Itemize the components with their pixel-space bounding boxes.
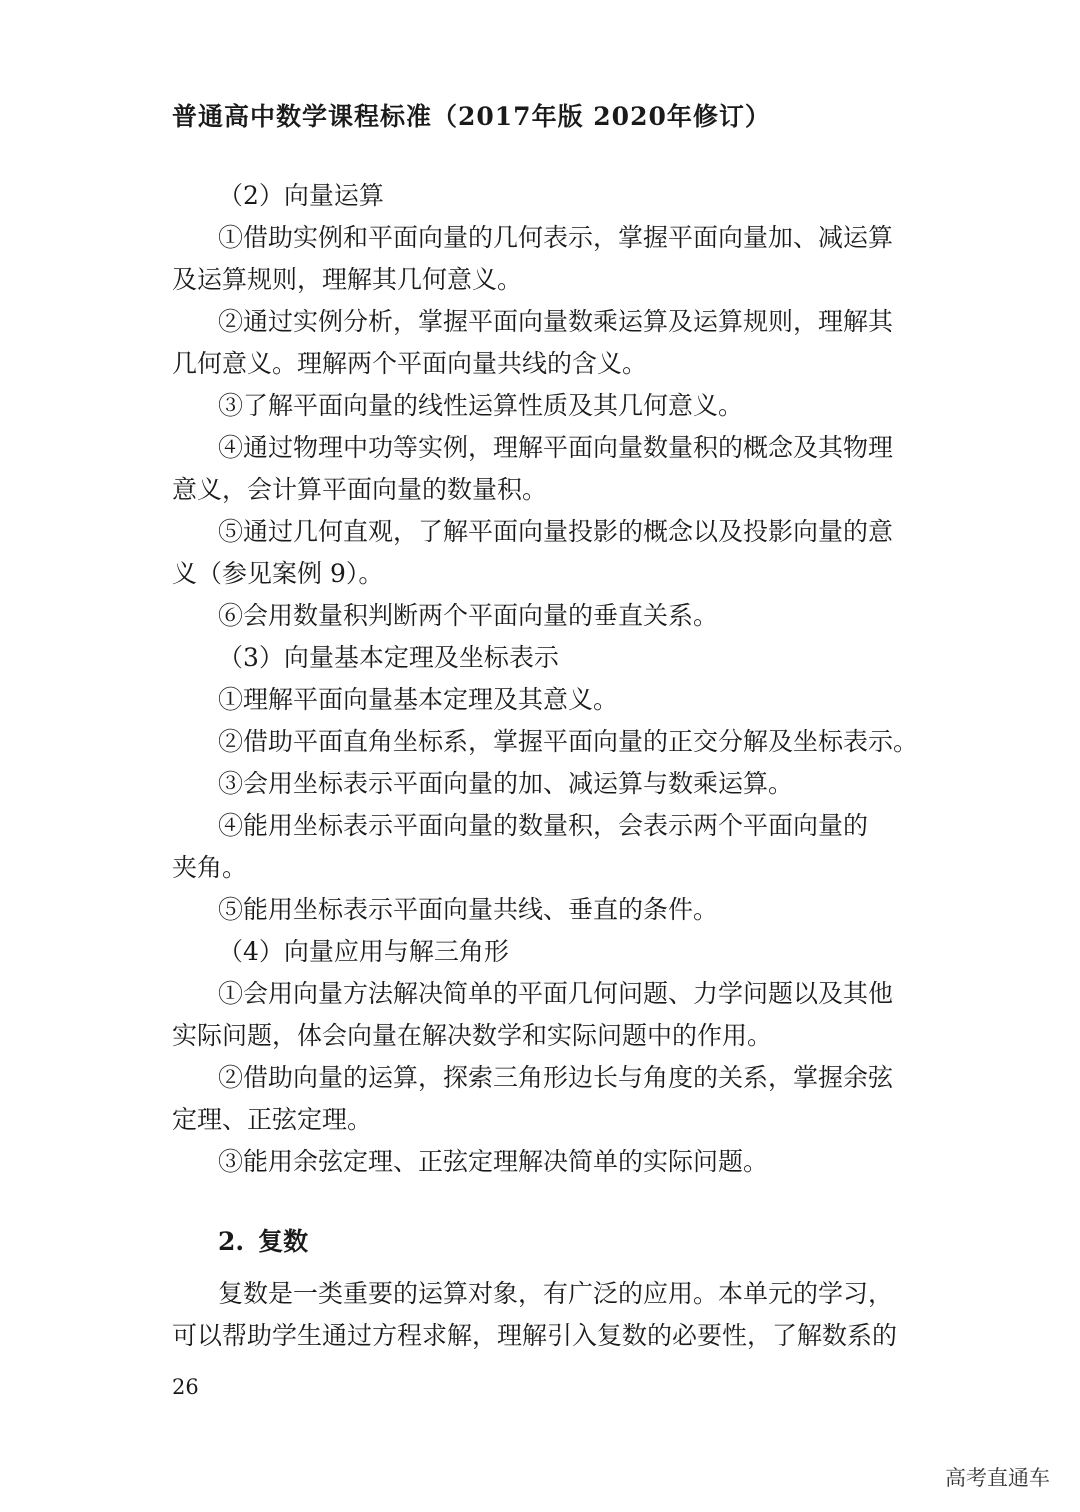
page-header-title: 普通高中数学课程标准（2017年版 2020年修订）: [172, 102, 771, 131]
paragraph-line: 夹角。: [172, 853, 248, 882]
paragraph-line: ①借助实例和平面向量的几何表示，掌握平面向量加、减运算: [218, 223, 894, 252]
section-title-text: 复数: [258, 1227, 309, 1256]
paragraph-line: ④通过物理中功等实例，理解平面向量数量积的概念及其物理: [218, 433, 894, 462]
subsection-heading: （2）向量运算: [218, 181, 384, 210]
paragraph-line: ③了解平面向量的线性运算性质及其几何意义。: [218, 391, 744, 420]
paragraph-line: ⑤通过几何直观，了解平面向量投影的概念以及投影向量的意: [218, 517, 894, 546]
paragraph-line: ①会用向量方法解决简单的平面几何问题、力学问题以及其他: [218, 979, 894, 1008]
paragraph-line: 定理、正弦定理。: [172, 1105, 373, 1134]
paragraph-line: ②通过实例分析，掌握平面向量数乘运算及运算规则，理解其: [218, 307, 894, 336]
paragraph-line: 及运算规则，理解其几何意义。: [172, 265, 523, 294]
paragraph-line: ③能用余弦定理、正弦定理解决简单的实际问题。: [218, 1147, 769, 1176]
paragraph-line: 可以帮助学生通过方程求解，理解引入复数的必要性，了解数系的: [172, 1321, 898, 1350]
subsection-heading: （4）向量应用与解三角形: [218, 937, 509, 966]
paragraph-line: ②借助向量的运算，探索三角形边长与角度的关系，掌握余弦: [218, 1063, 894, 1092]
paragraph-line: 几何意义。理解两个平面向量共线的含义。: [172, 349, 648, 378]
subsection-heading: （3）向量基本定理及坐标表示: [218, 643, 559, 672]
section-number: 2.: [218, 1227, 245, 1256]
paragraph-line: ①理解平面向量基本定理及其意义。: [218, 685, 619, 714]
paragraph-line: ⑤能用坐标表示平面向量共线、垂直的条件。: [218, 895, 719, 924]
paragraph-line: ⑥会用数量积判断两个平面向量的垂直关系。: [218, 601, 719, 630]
paragraph-line: 意义，会计算平面向量的数量积。: [172, 475, 548, 504]
paragraph-line: ④能用坐标表示平面向量的数量积，会表示两个平面向量的: [218, 811, 869, 840]
section-heading: [218, 1222, 308, 1258]
paragraph-line: ③会用坐标表示平面向量的加、减运算与数乘运算。: [218, 769, 794, 798]
paragraph-line: 义（参见案例 9）。: [172, 559, 384, 588]
paragraph-line: ②借助平面直角坐标系，掌握平面向量的正交分解及坐标表示。: [218, 727, 919, 756]
paragraph-line: 实际问题，体会向量在解决数学和实际问题中的作用。: [172, 1021, 773, 1050]
page-number: 26: [172, 1375, 199, 1399]
watermark-text: 高考直通车: [945, 1466, 1050, 1490]
paragraph-line: 复数是一类重要的运算对象，有广泛的应用。本单元的学习，: [218, 1279, 894, 1308]
